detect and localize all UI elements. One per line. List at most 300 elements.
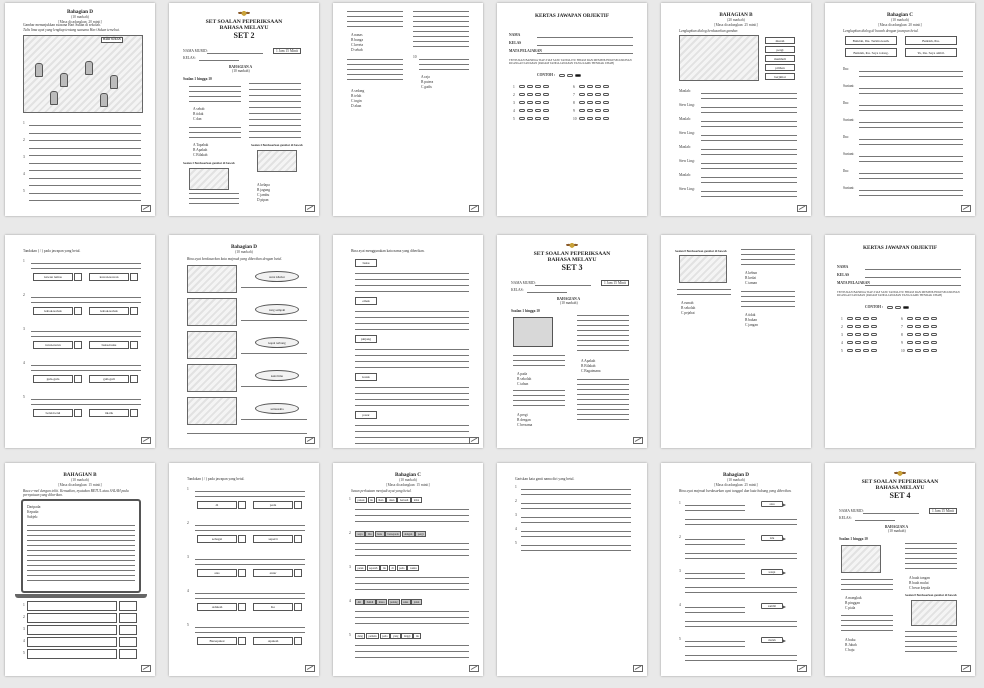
option: C kereta [351, 43, 364, 47]
answer-line [905, 563, 957, 564]
answer-number: 4 [23, 172, 25, 176]
answer-bubble[interactable] [603, 93, 609, 96]
answer-bubble[interactable] [535, 101, 541, 104]
page-corner-mark [305, 205, 315, 212]
word-tile: dang [355, 633, 365, 639]
option: A pada [517, 372, 528, 376]
answer-line [355, 509, 469, 510]
answer-line [27, 545, 135, 546]
answer-bubble[interactable] [923, 349, 929, 352]
answer-line [189, 96, 241, 97]
answer-choice-box[interactable]: di [197, 501, 237, 509]
answer-line [189, 86, 241, 87]
option: B tidak [193, 112, 204, 116]
answer-bubble[interactable] [863, 341, 869, 344]
answer-line [355, 317, 469, 318]
child-figure [60, 73, 68, 87]
tick-box[interactable] [74, 307, 82, 315]
answer-bubble[interactable] [863, 325, 869, 328]
answer-line [741, 264, 795, 265]
answer-line [841, 615, 893, 616]
instruction: Gariskan kata ganti nama diri yang betul. [515, 477, 575, 481]
answer-line [27, 570, 135, 571]
answer-line [577, 414, 629, 415]
question-number: 3 [23, 327, 25, 331]
example-bubble [895, 306, 901, 309]
answer-bubble[interactable] [863, 317, 869, 320]
answer-bubble[interactable] [931, 349, 937, 352]
class-line [199, 60, 239, 61]
answer-bubble[interactable] [907, 317, 913, 320]
exam-page[interactable] [661, 3, 811, 216]
answer-bubble[interactable] [847, 317, 853, 320]
answer-bubble[interactable] [579, 101, 585, 104]
answer-line [841, 625, 893, 626]
answer-bubble[interactable] [535, 117, 541, 120]
answer-bubble[interactable] [915, 325, 921, 328]
answer-line [347, 21, 403, 22]
word-tile: tinggi [401, 633, 413, 639]
exam-page[interactable] [661, 235, 811, 448]
answer-bubble[interactable] [603, 85, 609, 88]
answer-bubble[interactable] [907, 333, 913, 336]
answer-line [27, 530, 135, 531]
answer-bubble[interactable] [543, 109, 549, 112]
answer-line [859, 178, 963, 179]
answer-line [355, 323, 469, 324]
answer-bubble[interactable] [603, 117, 609, 120]
answer-line [27, 550, 135, 551]
answer-line [741, 249, 795, 250]
exam-page[interactable] [333, 235, 483, 448]
answer-line [685, 655, 797, 656]
subject-label: MATA PELAJARAN [509, 49, 542, 53]
answer-bubble[interactable] [579, 93, 585, 96]
answer-line [347, 26, 403, 27]
answer-bubble[interactable] [871, 333, 877, 336]
answer-bubble[interactable] [595, 109, 601, 112]
word-tile: itu [380, 565, 388, 571]
answer-line [701, 191, 797, 192]
answer-line [513, 355, 565, 356]
option: A raja [421, 75, 430, 79]
instruction-2: Tulis lima ayat yang lengkap tentang suasana Hari Sukan tersebut. [23, 28, 120, 32]
answer-bubble[interactable] [527, 109, 533, 112]
name-line [537, 37, 633, 38]
exam-page[interactable] [5, 463, 155, 676]
question-number: 2 [679, 535, 681, 539]
answer-bubble[interactable] [847, 325, 853, 328]
answer-bubble[interactable] [543, 117, 549, 120]
answer-bubble[interactable] [535, 93, 541, 96]
answer-bubble[interactable] [587, 93, 593, 96]
answer-line [905, 651, 957, 652]
answer-line [355, 555, 469, 556]
example-label: CONTOH : [865, 305, 884, 309]
answer-line [685, 587, 797, 588]
answer-choice-box[interactable]: Apakah [253, 637, 293, 645]
answer-line [741, 259, 795, 260]
tick-box[interactable] [238, 603, 246, 611]
speaker-label: Siew Ling: [679, 187, 695, 191]
answer-bubble[interactable] [923, 333, 929, 336]
answer-box[interactable] [119, 637, 137, 647]
word-tile: di [389, 565, 396, 571]
answer-line [355, 577, 469, 578]
answer-line [419, 59, 469, 60]
answer-line [347, 16, 403, 17]
section-heading: Bahagian C [886, 12, 914, 18]
answer-bubble[interactable] [863, 349, 869, 352]
tick-box[interactable] [74, 409, 82, 417]
answer-bubble[interactable] [847, 349, 853, 352]
time-box: 1 Jam 15 Minit [929, 508, 957, 514]
option: C gadis [421, 85, 432, 89]
answer-bubble[interactable] [519, 85, 525, 88]
section-heading: BAHAGIAN A [229, 65, 253, 69]
answer-bubble[interactable] [931, 333, 937, 336]
answer-line [685, 519, 797, 520]
answer-choice-box[interactable]: kawan-kawan [89, 273, 129, 281]
answer-bubble[interactable] [871, 349, 877, 352]
answer-bubble[interactable] [595, 101, 601, 104]
tick-box[interactable] [294, 637, 302, 645]
exam-page[interactable] [333, 3, 483, 216]
word-tile: saya [355, 531, 365, 537]
answer-line [347, 79, 403, 80]
answer-bubble[interactable] [519, 93, 525, 96]
exam-page[interactable] [5, 235, 155, 448]
answer-line [355, 589, 469, 590]
answer-line [521, 503, 631, 504]
question-label: Soalan 4 Berdasarkan gambar di bawah [251, 143, 303, 147]
page-corner-mark [305, 437, 315, 444]
answer-line [701, 140, 797, 141]
answer-line [685, 621, 797, 622]
answer-bubble[interactable] [519, 109, 525, 112]
answer-bubble[interactable] [847, 341, 853, 344]
option: D akan [351, 104, 362, 108]
child-figure [100, 93, 108, 107]
answer-box[interactable] [119, 601, 137, 611]
exam-page[interactable] [825, 235, 975, 448]
tick-box[interactable] [294, 535, 302, 543]
answer-choice-box[interactable]: sebagai [197, 535, 237, 543]
answer-bubble[interactable] [931, 341, 937, 344]
statement-number: 4 [23, 639, 25, 643]
answer-box[interactable] [119, 613, 137, 623]
answer-sheet-title: KERTAS JAWAPAN OBJEKTIF [863, 245, 937, 251]
subject-line [537, 53, 633, 54]
answer-bubble[interactable] [931, 325, 937, 328]
answer-line [249, 101, 301, 102]
instruction: Bina ayat majmuk berdasarkan ayat tunggal dan kata hubung yang diberikan. [679, 489, 792, 493]
tick-box[interactable] [130, 375, 138, 383]
answer-bubble[interactable] [855, 317, 861, 320]
answer-choice-box[interactable]: kabak-kabak [33, 307, 73, 315]
option: B dengan [517, 418, 531, 422]
margin-note [505, 471, 515, 474]
answer-bubble[interactable] [855, 349, 861, 352]
answer-bubble[interactable] [931, 317, 937, 320]
class-line [865, 277, 961, 278]
answer-bubble[interactable] [587, 117, 593, 120]
answer-bubble[interactable] [915, 349, 921, 352]
answer-line [741, 301, 795, 302]
answer-bubble[interactable] [855, 341, 861, 344]
word-tile: pergi [415, 531, 426, 537]
exam-page[interactable] [169, 235, 319, 448]
answer-bubble[interactable] [579, 117, 585, 120]
name-label: NAMA MURID: [511, 281, 536, 285]
page-corner-mark [469, 205, 479, 212]
answer-line [513, 395, 565, 396]
answer-bubble[interactable] [907, 349, 913, 352]
answer-line [685, 573, 745, 574]
answer-line [355, 273, 469, 274]
answer-bubble[interactable] [907, 341, 913, 344]
answer-line [31, 331, 141, 332]
class-label: KELAS: [839, 516, 852, 520]
child-figure [85, 61, 93, 75]
answer-bubble[interactable] [847, 333, 853, 336]
word-tile: bersepeda [385, 531, 401, 537]
question-number: 2 [23, 293, 25, 297]
answer-line [841, 589, 893, 590]
question-number: 5 [187, 623, 189, 627]
exam-page[interactable] [169, 3, 319, 216]
answer-bubble[interactable] [923, 341, 929, 344]
question-picture [187, 364, 237, 392]
name-line [865, 269, 961, 270]
answer-line [577, 399, 629, 400]
tick-box[interactable] [130, 273, 138, 281]
word-tile: jalan [411, 599, 421, 605]
choice-box: Baiklah, Ibu. [905, 36, 957, 45]
tick-box[interactable] [74, 341, 82, 349]
answer-bubble[interactable] [915, 317, 921, 320]
answer-line [355, 285, 469, 286]
answer-line [355, 393, 469, 394]
answer-bubble[interactable] [527, 93, 533, 96]
margin-note [669, 243, 679, 246]
option: C bersama [517, 423, 533, 427]
answer-bubble[interactable] [587, 85, 593, 88]
answer-box[interactable] [119, 649, 137, 659]
answer-choice-box[interactable]: gula-gula [33, 375, 73, 383]
answer-choice-box[interactable]: seperti [253, 535, 293, 543]
answer-bubble[interactable] [915, 341, 921, 344]
option: C dan [193, 117, 202, 121]
answer-line [577, 389, 629, 390]
answer-line [859, 190, 963, 191]
answer-choice-box[interactable]: kawan lemas [33, 273, 73, 281]
answer-bubble[interactable] [871, 341, 877, 344]
answer-choice-box[interactable]: turun-turun [33, 341, 73, 349]
answer-bubble[interactable] [855, 325, 861, 328]
option: C besar kepala [909, 586, 931, 590]
exam-page[interactable] [169, 463, 319, 676]
answer-choice-box[interactable]: buku-buku [89, 341, 129, 349]
answer-line [577, 404, 629, 405]
answer-line [685, 592, 797, 593]
option: B putera [421, 80, 434, 84]
answer-choice-box[interactable]: Ke [253, 603, 293, 611]
answer-line [355, 617, 469, 618]
exam-page[interactable] [5, 3, 155, 216]
answer-bubble[interactable] [543, 101, 549, 104]
answer-choice-box[interactable]: antar [253, 569, 293, 577]
exam-page[interactable] [497, 235, 647, 448]
option: A sedang [351, 89, 365, 93]
statement-number: 3 [23, 627, 25, 631]
answer-line [189, 91, 241, 92]
time-suggestion: [Masa dicadangkan: 25 minit] [714, 482, 758, 487]
option: C baju [845, 648, 855, 652]
word-tile: suka [401, 599, 411, 605]
exam-page[interactable] [661, 463, 811, 676]
answer-bubble[interactable] [603, 109, 609, 112]
example-bubble [575, 74, 581, 77]
tick-box[interactable] [294, 603, 302, 611]
answer-line [355, 279, 469, 280]
choice-box: Baiklah, ibu. Saya tolong. [845, 48, 897, 57]
answer-line [577, 379, 629, 380]
answer-bubble[interactable] [603, 101, 609, 104]
answer-line [577, 335, 629, 336]
answer-line [195, 598, 305, 599]
answer-choice-box[interactable]: pada [253, 501, 293, 509]
answer-box[interactable] [119, 625, 137, 635]
answer-bubble[interactable] [527, 85, 533, 88]
tick-box[interactable] [130, 307, 138, 315]
answer-choice-box[interactable]: guli-guli [89, 375, 129, 383]
answer-line [859, 144, 963, 145]
answer-line [29, 170, 141, 171]
tick-box[interactable] [130, 409, 138, 417]
answer-bubble[interactable] [527, 117, 533, 120]
answer-bubble[interactable] [923, 317, 929, 320]
answer-line [195, 496, 305, 497]
tick-box[interactable] [238, 535, 246, 543]
exam-page[interactable] [497, 3, 647, 216]
answer-bubble[interactable] [579, 109, 585, 112]
speaker-label: Siew Ling: [679, 103, 695, 107]
answer-bubble[interactable] [595, 85, 601, 88]
answer-bubble[interactable] [595, 93, 601, 96]
tick-box[interactable] [74, 375, 82, 383]
statement-box [27, 625, 117, 635]
paper-title: SET SOALAN PEPERIKSAAN [861, 479, 939, 485]
answer-bubble[interactable] [543, 85, 549, 88]
answer-bubble[interactable] [595, 117, 601, 120]
answer-bubble[interactable] [519, 101, 525, 104]
answer-line [685, 626, 797, 627]
answer-line [577, 419, 629, 420]
answer-bubble[interactable] [855, 333, 861, 336]
answer-line [521, 531, 631, 532]
answer-bubble[interactable] [587, 109, 593, 112]
section-marks: (20 markah) [727, 18, 745, 22]
answer-line [355, 543, 469, 544]
answer-bubble[interactable] [543, 93, 549, 96]
tick-box[interactable] [238, 569, 246, 577]
answer-bubble[interactable] [527, 101, 533, 104]
tick-box[interactable] [238, 637, 246, 645]
answer-line [841, 579, 893, 580]
answer-line [513, 405, 565, 406]
answer-bubble[interactable] [871, 317, 877, 320]
answer-line [355, 657, 469, 658]
answer-line [249, 125, 301, 126]
name-line [863, 513, 919, 514]
answer-choice-box[interactable]: atas [197, 569, 237, 577]
answer-bubble[interactable] [535, 109, 541, 112]
answer-line [577, 330, 629, 331]
answer-bubble[interactable] [871, 325, 877, 328]
answer-bubble[interactable] [863, 333, 869, 336]
answer-choice-box[interactable]: Adakah [197, 603, 237, 611]
answer-bubble[interactable] [587, 101, 593, 104]
answer-choice-box[interactable]: Bersepakat [197, 637, 237, 645]
word-tile: daun [386, 497, 396, 503]
tick-box[interactable] [238, 501, 246, 509]
answer-choice-box[interactable]: tik-tik [89, 409, 129, 417]
subject-label: MATA PELAJARAN [837, 281, 870, 285]
answer-line [249, 89, 301, 90]
answer-line [701, 93, 797, 94]
answer-line [249, 113, 301, 114]
tick-box[interactable] [74, 273, 82, 281]
exam-page[interactable] [825, 3, 975, 216]
tick-box[interactable] [130, 341, 138, 349]
answer-line [685, 646, 745, 647]
answer-bubble[interactable] [907, 325, 913, 328]
speaker-label: Suriani: [843, 118, 855, 122]
answer-line [685, 544, 745, 545]
time-suggestion: [Masa dicadangkan: 15 minit] [58, 482, 102, 487]
answer-line [859, 127, 963, 128]
answer-choice-box[interactable]: kabak-kabak [89, 307, 129, 315]
word-tile: baru [375, 531, 385, 537]
answer-bubble[interactable] [519, 117, 525, 120]
answer-number: 1 [841, 316, 843, 321]
answer-line [29, 185, 141, 186]
answer-line [347, 11, 403, 12]
answer-bubble[interactable] [579, 85, 585, 88]
class-label: KELAS: [183, 56, 196, 60]
exam-page[interactable] [497, 463, 647, 676]
answer-bubble[interactable] [915, 333, 921, 336]
word-tile: pemula [366, 633, 379, 639]
answer-line [741, 254, 795, 255]
exam-page[interactable] [333, 463, 483, 676]
answer-line [195, 593, 305, 594]
answer-number: 5 [841, 348, 843, 353]
answer-line [355, 329, 469, 330]
question-label: Soalan 8 Berdasarkan gambar di bawah [905, 593, 957, 597]
tick-box[interactable] [294, 569, 302, 577]
answer-bubble[interactable] [923, 325, 929, 328]
answer-choice-box[interactable]: betul-betul [33, 409, 73, 417]
word-strip [355, 497, 422, 503]
page-corner-mark [797, 665, 807, 672]
tick-box[interactable] [294, 501, 302, 509]
answer-number: 3 [841, 332, 843, 337]
exam-page[interactable] [825, 463, 975, 676]
answer-line [905, 548, 957, 549]
answer-bubble[interactable] [535, 85, 541, 88]
